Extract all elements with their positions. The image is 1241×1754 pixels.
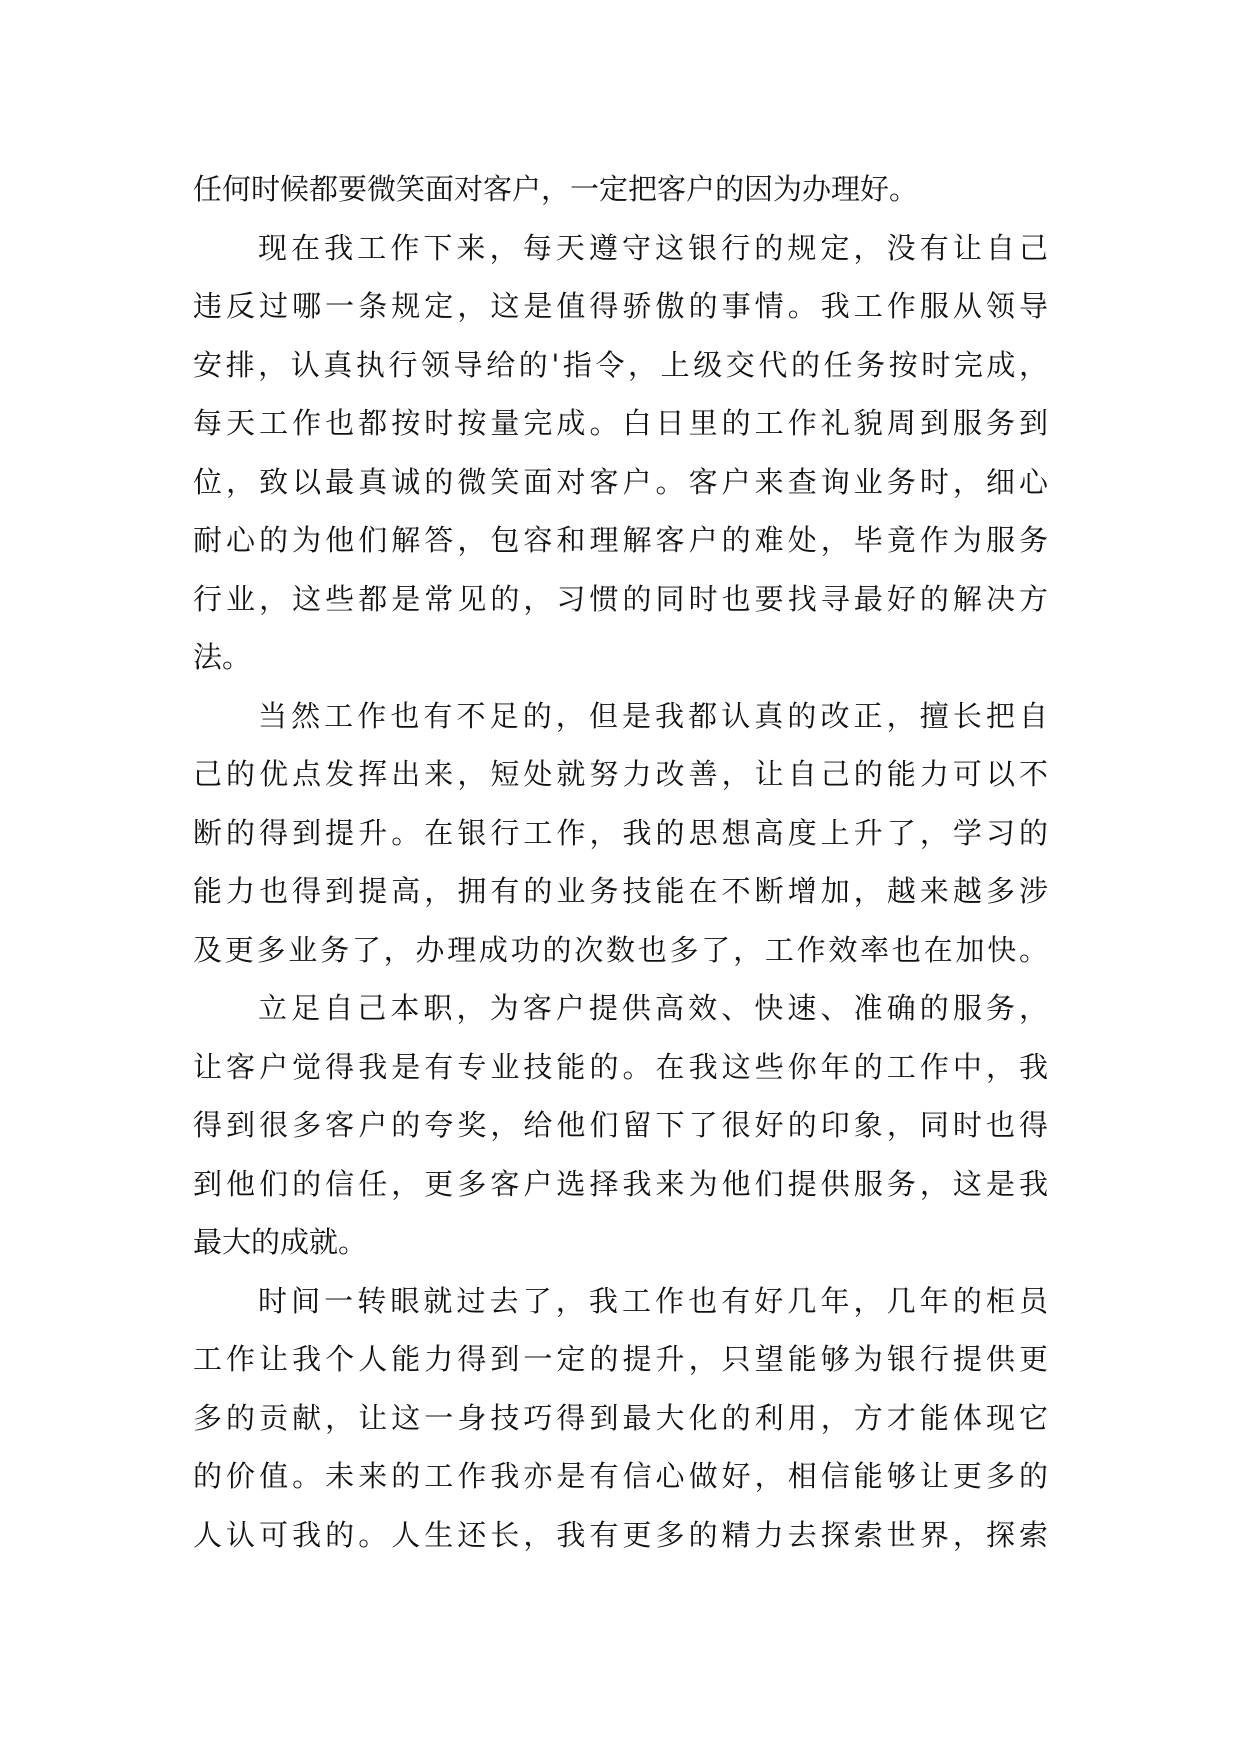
paragraph-line: 任何时候都要微笑面对客户，一定把客户的因为办理好。 <box>193 172 919 206</box>
paragraph-line: 最大的成就。 <box>193 1225 368 1259</box>
paragraph-line: 法。 <box>193 640 252 674</box>
paragraph-line: 每天工作也都按时按量完成。白日里的工作礼貌周到服务到 <box>193 406 1048 440</box>
paragraph-line: 人认可我的。人生还长，我有更多的精力去探索世界，探索 <box>193 1517 1048 1552</box>
paragraph-line: 能力也得到提高，拥有的业务技能在不断增加，越来越多涉 <box>193 874 1048 908</box>
paragraph-2 <box>193 219 1048 687</box>
paragraph-line: 工作让我个人能力得到一定的提升，只望能够为银行提供更 <box>193 1342 1048 1376</box>
document-body <box>193 160 1048 1564</box>
paragraph-line: 当然工作也有不足的，但是我都认真的改正，擅长把自 <box>258 698 1048 733</box>
paragraph-line: 让客户觉得我是有专业技能的。在我这些你年的工作中，我 <box>193 1049 1048 1084</box>
paragraph-1 <box>193 160 1048 219</box>
paragraph-line: 位，致以最真诚的微笑面对客户。客户来查询业务时，细心 <box>193 464 1048 499</box>
paragraph-3 <box>193 687 1048 980</box>
paragraph-line: 己的优点发挥出来，短处就努力改善，让自己的能力可以不 <box>193 757 1048 791</box>
paragraph-line: 及更多业务了，办理成功的次数也多了，工作效率也在加快。 <box>193 932 1048 967</box>
paragraph-line: 断的得到提升。在银行工作，我的思想高度上升了，学习的 <box>193 815 1048 850</box>
paragraph-line: 多的贡献，让这一身技巧得到最大化的利用，方才能体现它 <box>193 1400 1048 1435</box>
paragraph-line: 违反过哪一条规定，这是值得骄傲的事情。我工作服从领导 <box>193 289 1048 323</box>
paragraph-line: 行业，这些都是常见的，习惯的同时也要找寻最好的解决方 <box>193 581 1048 616</box>
paragraph-line: 到他们的信任，更多客户选择我来为他们提供服务，这是我 <box>193 1166 1048 1201</box>
paragraph-4 <box>193 979 1048 1272</box>
paragraph-line: 立足自己本职，为客户提供高效、快速、准确的服务， <box>258 991 1048 1025</box>
paragraph-line: 安排，认真执行领导给的'指令，上级交代的任务按时完成， <box>193 347 1048 382</box>
paragraph-line: 耐心的为他们解答，包容和理解客户的难处，毕竟作为服务 <box>193 523 1048 557</box>
paragraph-line: 的价值。未来的工作我亦是有信心做好，相信能够让更多的 <box>193 1459 1048 1493</box>
paragraph-5 <box>193 1272 1048 1565</box>
paragraph-line: 时间一转眼就过去了，我工作也有好几年，几年的柜员 <box>258 1283 1048 1318</box>
paragraph-line: 现在我工作下来，每天遵守这银行的规定，没有让自己 <box>258 230 1048 265</box>
paragraph-line: 得到很多客户的夸奖，给他们留下了很好的印象，同时也得 <box>193 1108 1048 1142</box>
